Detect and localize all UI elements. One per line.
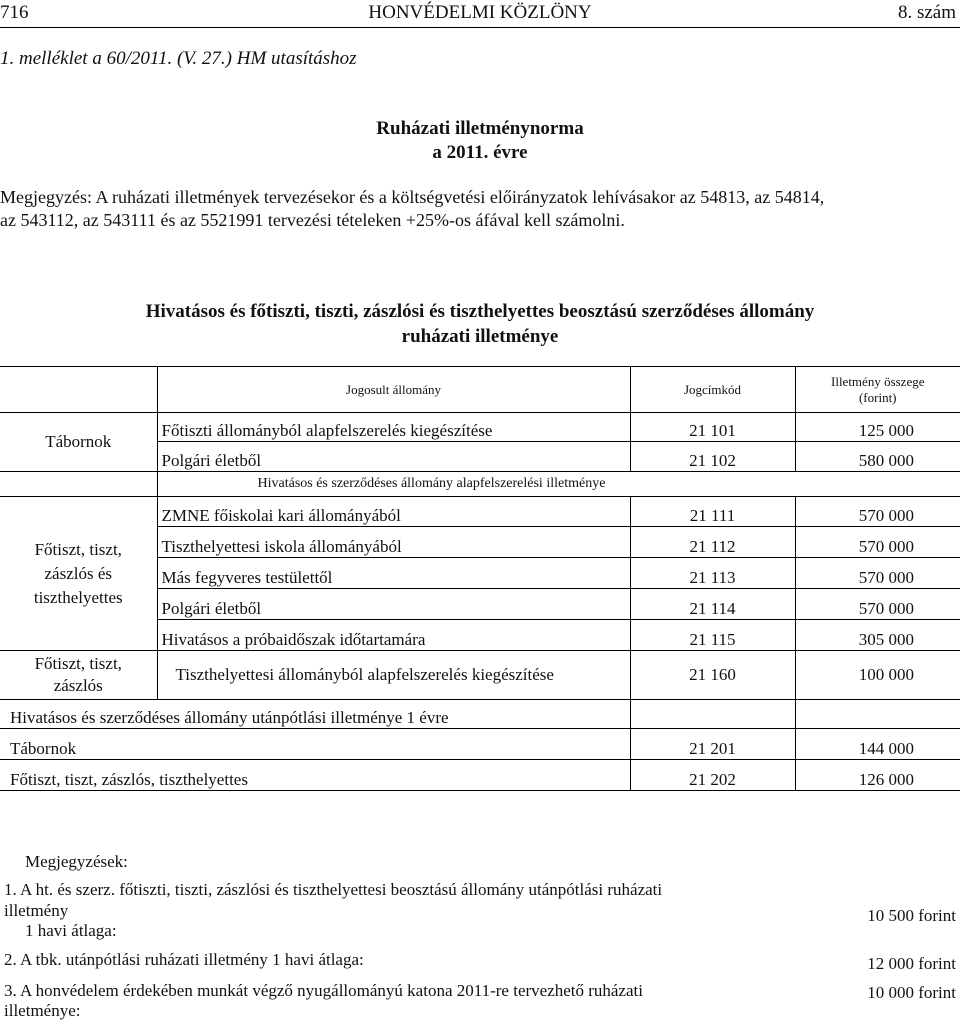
footnotes-heading: Megjegyzések: bbox=[25, 852, 128, 871]
intro-note-line1: Megjegyzés: A ruházati illetmények tervezésekor és a költségvetési előirányzatok lehívásakor az 54813, az 54814, bbox=[0, 187, 825, 207]
footnote-1-line1: 1. A ht. és szerz. főtiszti, tiszti, zászlósi és tiszthelyettesi beosztású állomány utánpótlási ruházati bbox=[4, 880, 663, 899]
row-desc: Főtiszt, tiszt, zászlós, tiszthelyettes bbox=[0, 760, 630, 791]
header-rule bbox=[0, 27, 960, 28]
footnote-1-line3: 1 havi átlaga: bbox=[25, 921, 117, 940]
row-code: 21 101 bbox=[630, 413, 795, 442]
group-label-generals: Tábornok bbox=[0, 413, 157, 472]
document-subtitle: a 2011. évre bbox=[432, 142, 528, 163]
allowance-table bbox=[0, 366, 960, 791]
footnote-3-value: 10 000 forint bbox=[867, 983, 956, 1002]
group-label-officers-line3: tiszthelyettes bbox=[33, 587, 123, 607]
journal-title: HONVÉDELMI KÖZLÖNY bbox=[368, 2, 592, 23]
row-desc: Más fegyveres testülettől bbox=[157, 558, 630, 589]
table-row bbox=[0, 413, 960, 442]
group-label-ncos-line1: Főtiszt, tiszt, bbox=[34, 654, 122, 673]
row-code: 21 113 bbox=[630, 558, 795, 589]
table-row bbox=[0, 760, 960, 791]
col-header-entitled: Jogosult állomány bbox=[157, 367, 630, 413]
row-code: 21 112 bbox=[630, 527, 795, 558]
section-title: Hivatásos és főtiszti, tiszti, zászlósi és tiszthelyettes beosztású szerződéses állomány bbox=[145, 301, 815, 322]
footnote-2-text: 2. A tbk. utánpótlási ruházati illetmény 1 havi átlaga: bbox=[4, 950, 364, 969]
row-amount: 570 000 bbox=[795, 527, 960, 558]
row-code: 21 160 bbox=[630, 651, 795, 700]
col-header-amount-line1: Illetmény összege bbox=[831, 373, 925, 389]
row-amount: 570 000 bbox=[795, 497, 960, 527]
row-amount: 305 000 bbox=[795, 620, 960, 651]
row-desc: Hivatásos a próbaidőszak időtartamára bbox=[157, 620, 630, 651]
row-amount: 126 000 bbox=[795, 760, 960, 791]
table-subheader-row bbox=[0, 472, 960, 497]
footnote-3-line1: 3. A honvédelem érdekében munkát végző nyugállományú katona 2011-re tervezhető ruházati bbox=[4, 981, 644, 1000]
row-desc: Főtiszti állományból alapfelszerelés kiegészítése bbox=[157, 413, 630, 442]
col-header-code: Jogcímkód bbox=[630, 367, 795, 413]
footnote-3-line2: illetménye: bbox=[4, 1001, 81, 1020]
row-amount: 580 000 bbox=[795, 442, 960, 472]
col-header-amount-line2: (forint) bbox=[858, 389, 897, 405]
col-header-amount bbox=[795, 367, 960, 413]
row-code: 21 111 bbox=[630, 497, 795, 527]
row-amount: 125 000 bbox=[795, 413, 960, 442]
replenishment-header-row bbox=[0, 700, 960, 729]
issue-number: 8. szám bbox=[897, 2, 956, 23]
row-amount: 144 000 bbox=[795, 729, 960, 760]
attachment-reference: 1. melléklet a 60/2011. (V. 27.) HM utasításhoz bbox=[0, 48, 357, 69]
group-label-ncos bbox=[0, 651, 157, 700]
row-code: 21 114 bbox=[630, 589, 795, 620]
row-desc: Tiszthelyettesi iskola állományából bbox=[157, 527, 630, 558]
intro-note-line2: az 543112, az 543111 és az 5521991 tervezési tételeken +25%-os áfával kell számolni. bbox=[0, 210, 625, 230]
table-row bbox=[0, 729, 960, 760]
row-amount: 570 000 bbox=[795, 589, 960, 620]
table-header-row bbox=[0, 367, 960, 413]
table-subheader: Hivatásos és szerződéses állomány alapfelszerelési illetménye bbox=[157, 472, 960, 497]
footnote-2-value: 12 000 forint bbox=[867, 954, 956, 973]
group-label-ncos-line2: zászlós bbox=[53, 676, 103, 695]
group-label-officers-line1: Főtiszt, tiszt, bbox=[34, 539, 122, 559]
row-desc: Tábornok bbox=[0, 729, 630, 760]
page-number: 716 bbox=[0, 2, 29, 23]
row-desc: Polgári életből bbox=[157, 442, 630, 472]
row-code: 21 102 bbox=[630, 442, 795, 472]
replenishment-header: Hivatásos és szerződéses állomány utánpótlási illetménye 1 évre bbox=[0, 700, 630, 729]
section-subtitle: ruházati illetménye bbox=[401, 326, 559, 347]
row-code: 21 201 bbox=[630, 729, 795, 760]
row-desc: Polgári életből bbox=[157, 589, 630, 620]
row-desc: Tiszthelyettesi állományból alapfelszerelés kiegészítése bbox=[157, 651, 630, 700]
row-amount: 570 000 bbox=[795, 558, 960, 589]
table-row bbox=[0, 497, 960, 527]
footnote-1-value: 10 500 forint bbox=[867, 906, 956, 925]
row-code: 21 202 bbox=[630, 760, 795, 791]
document-title: Ruházati illetménynorma bbox=[376, 118, 584, 139]
row-amount: 100 000 bbox=[795, 651, 960, 700]
row-desc: ZMNE főiskolai kari állományából bbox=[157, 497, 630, 527]
footnote-1-line2: illetmény bbox=[4, 901, 69, 920]
row-code: 21 115 bbox=[630, 620, 795, 651]
table-row bbox=[0, 651, 960, 700]
group-label-officers bbox=[0, 497, 157, 651]
group-label-officers-line2: zászlós és bbox=[44, 563, 112, 583]
